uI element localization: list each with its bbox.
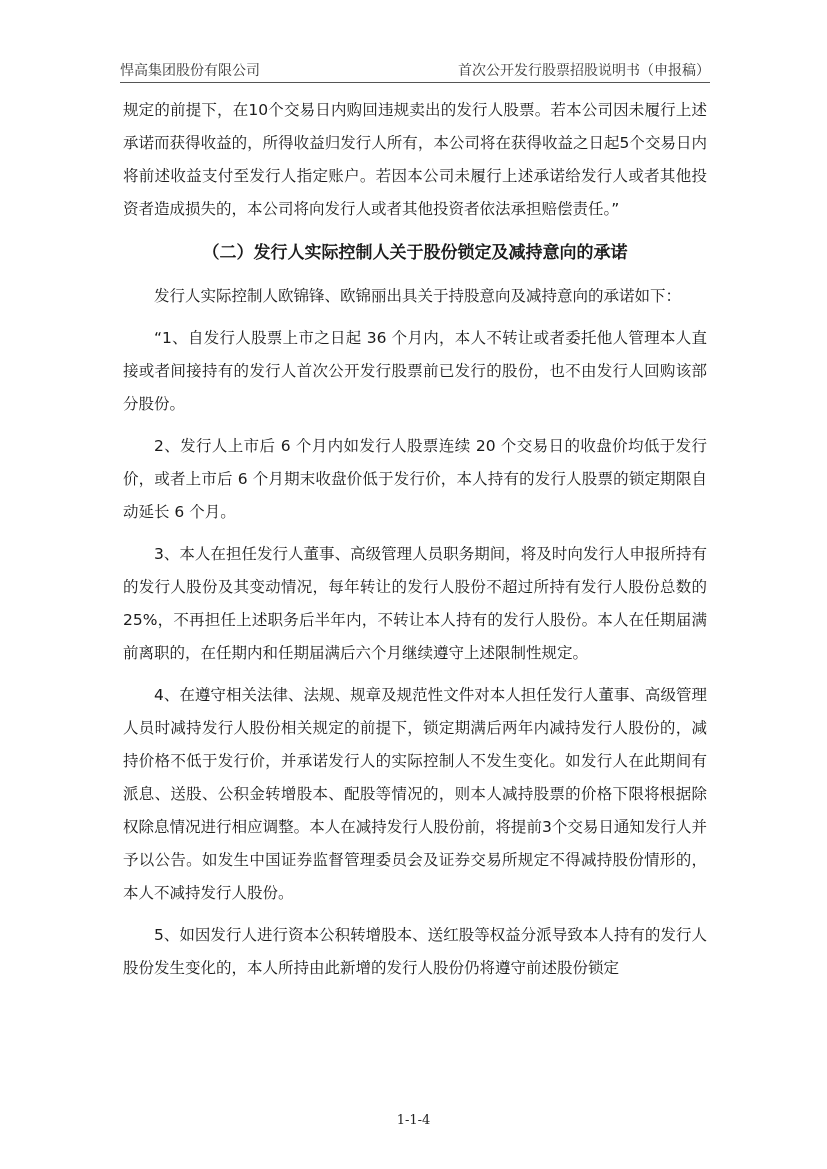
header-company-name: 悍高集团股份有限公司: [120, 63, 260, 79]
page-header: [120, 58, 710, 82]
commitment-item-2: 2、发行人上市后 6 个月内如发行人股票连续 20 个交易日的收盘价均低于发行价，或者上市后 6 个月期末收盘价低于发行价，本人持有的发行人股票的锁定期限自动延长 6 个月。: [123, 437, 707, 521]
document-body: [123, 94, 707, 994]
header-document-title: 首次公开发行股票招股说明书（申报稿）: [458, 63, 710, 79]
page-number: 1-1-4: [396, 1113, 431, 1128]
commitment-item-3: 3、本人在担任发行人董事、高级管理人员职务期间，将及时向发行人申报所持有的发行人股份及其变动情况，每年转让的发行人股份不超过所持有发行人股份总数的25%，不再担任上述职务后半年内，不转让本人持有的发行人股份。本人在任期届满前离职的，在任期内和任期届满后六个月继续遵守上述限制性规定。: [123, 545, 707, 662]
intro-paragraph: 发行人实际控制人欧锦锋、欧锦丽出具关于持股意向及减持意向的承诺如下：: [154, 287, 682, 305]
paragraph-continuation: 规定的前提下，在10个交易日内购回违规卖出的发行人股票。若本公司因未履行上述承诺而获得收益的，所得收益归发行人所有，本公司将在获得收益之日起5个交易日内将前述收益支付至发行人指定账户。若因本公司未履行上述承诺给发行人或者其他投资者造成损失的，本公司将向发行人或者其他投资者依法承担赔偿责任。”: [123, 101, 707, 218]
commitment-item-4: 4、在遵守相关法律、法规、规章及规范性文件对本人担任发行人董事、高级管理人员时减持发行人股份相关规定的前提下，锁定期满后两年内减持发行人股份的，减持价格不低于发行价，并承诺发行人的实际控制人不发生变化。如发行人在此期间有派息、送股、公积金转增股本、配股等情况的，则本人减持股票的价格下限将根据除权除息情况进行相应调整。本人在减持发行人股份前，将提前3个交易日通知发行人并予以公告。如发生中国证券监督管理委员会及证券交易所规定不得减持股份情形的，本人不减持发行人股份。: [123, 686, 707, 902]
section-heading: （二）发行人实际控制人关于股份锁定及减持意向的承诺: [202, 243, 628, 263]
commitment-item-5: 5、如因发行人进行资本公积转增股本、送红股等权益分派导致本人持有的发行人股份发生变化的，本人所持由此新增的发行人股份仍将遵守前述股份锁定: [123, 926, 707, 977]
header-divider: [120, 82, 710, 83]
commitment-item-1: “1、自发行人股票上市之日起 36 个月内，本人不转让或者委托他人管理本人直接或者间接持有的发行人首次公开发行股票前已发行的股份，也不由发行人回购该部分股份。: [123, 329, 707, 413]
